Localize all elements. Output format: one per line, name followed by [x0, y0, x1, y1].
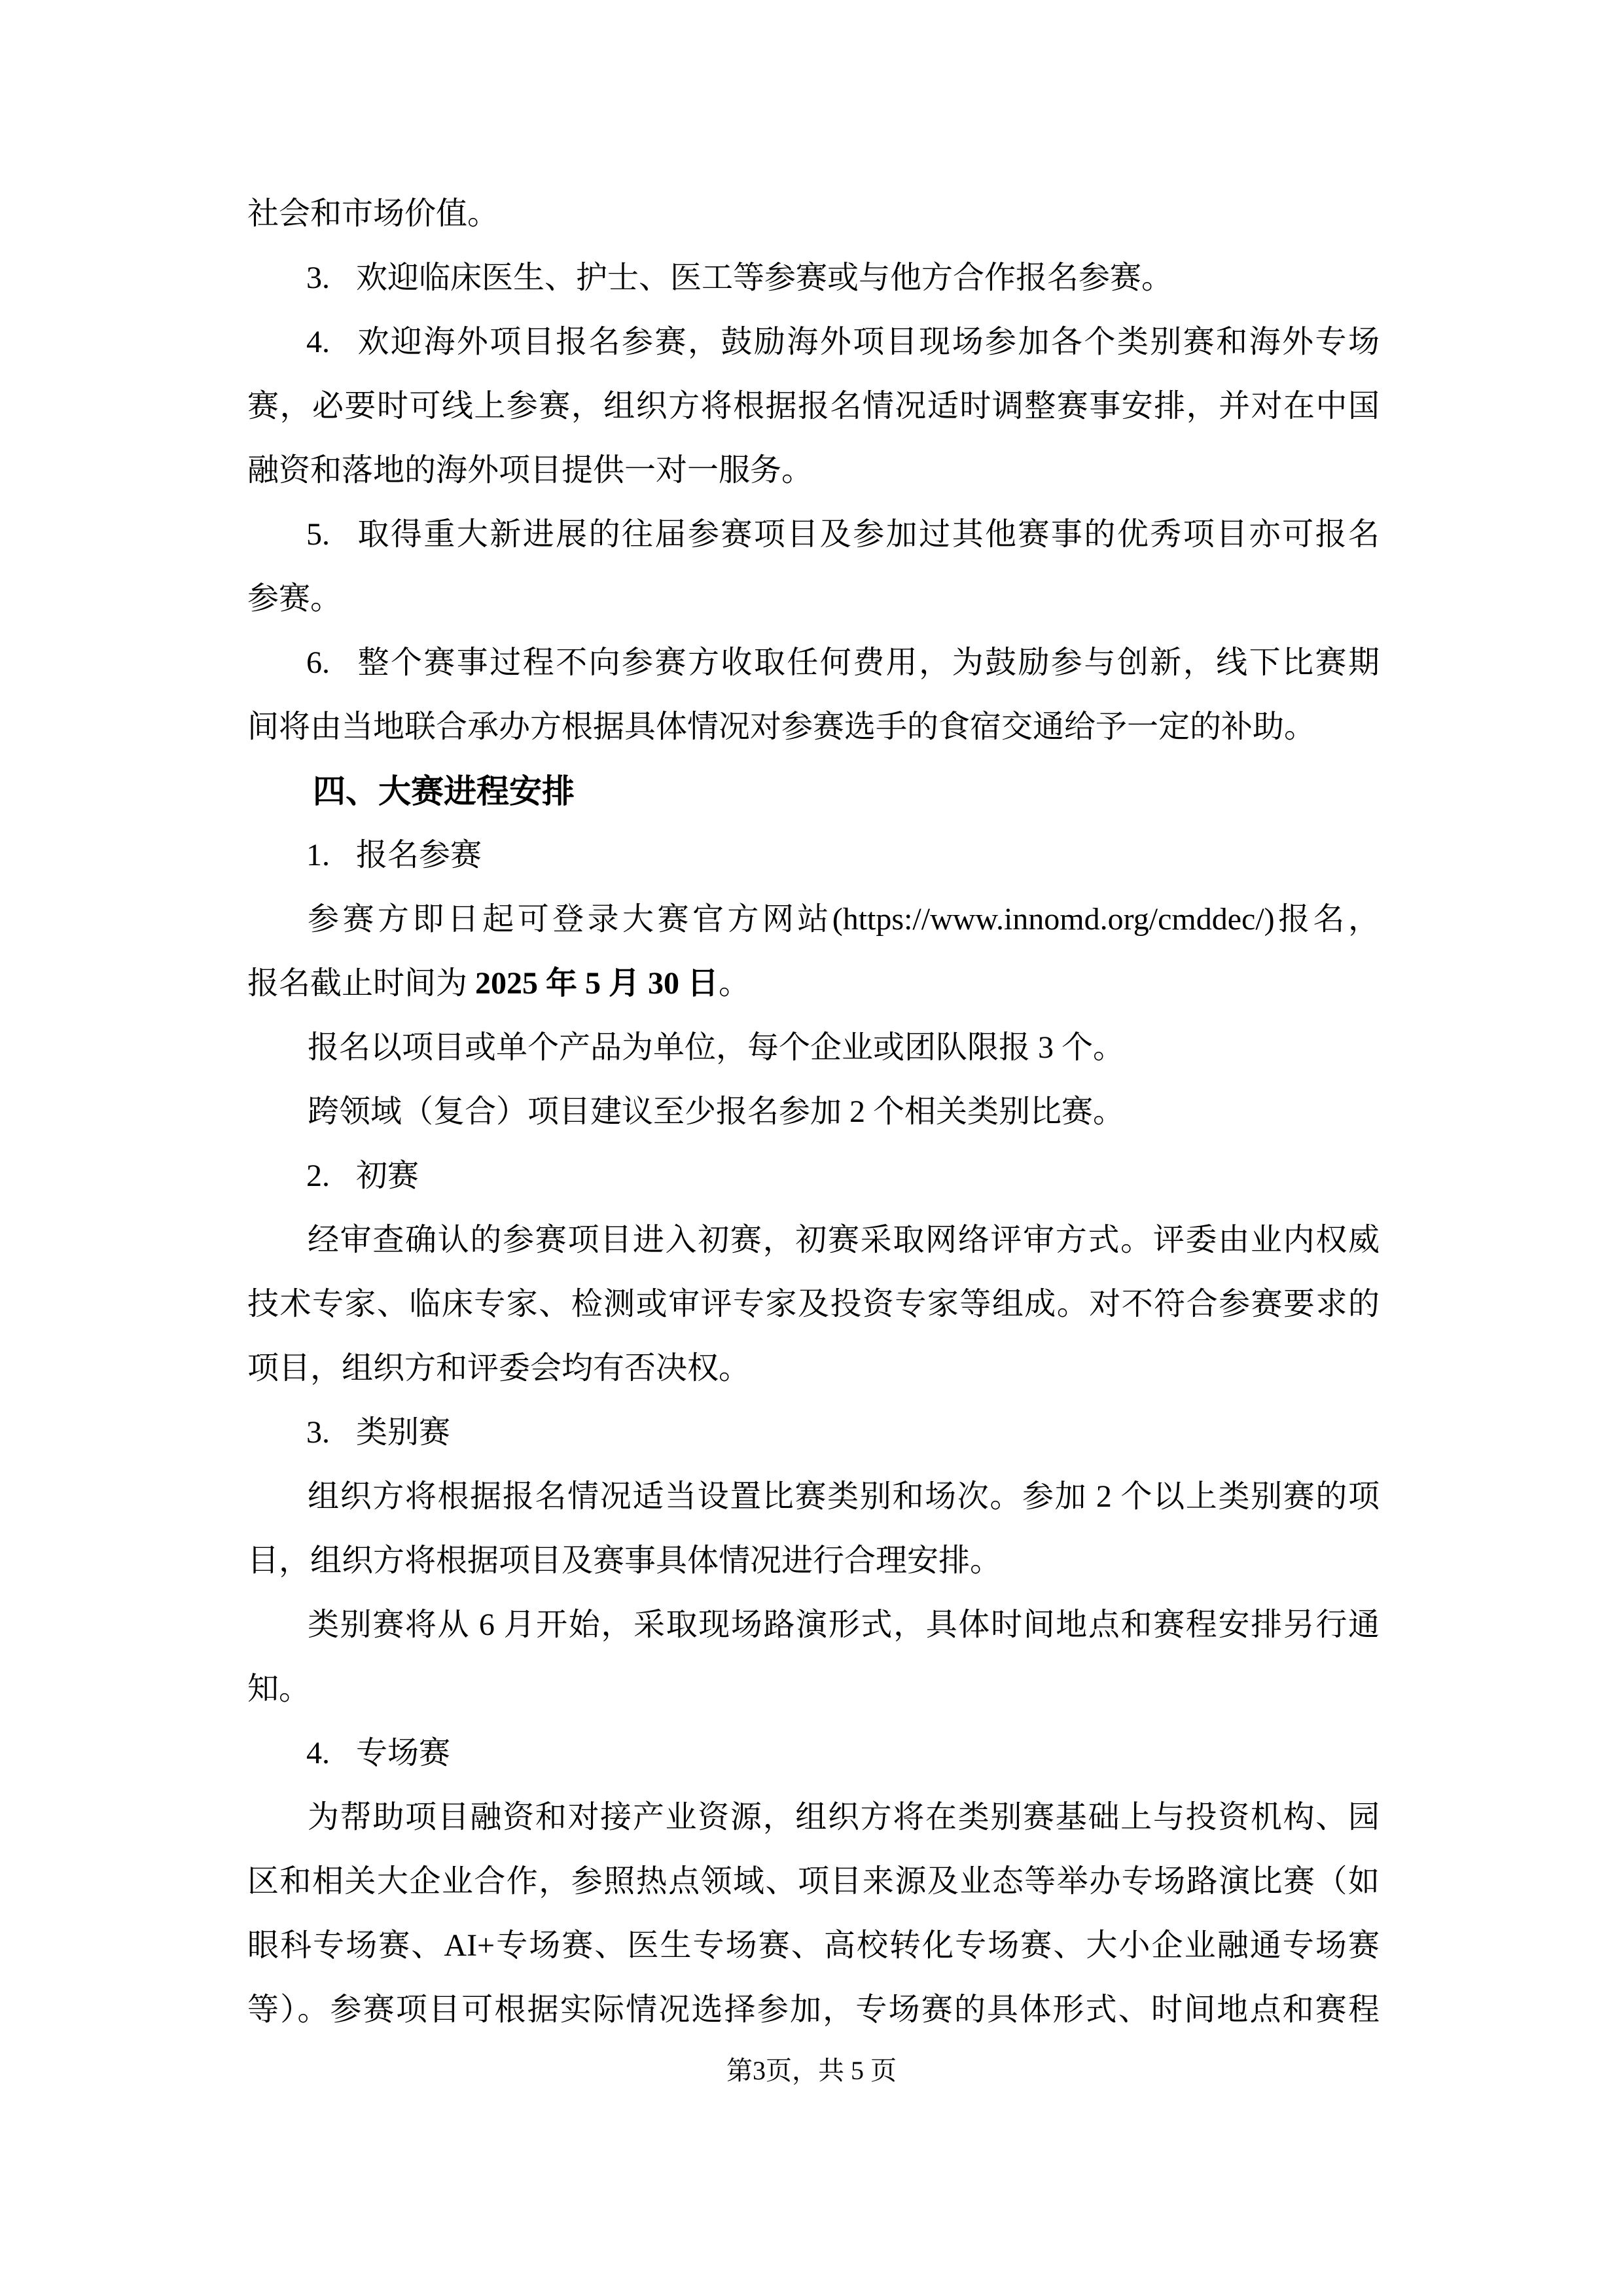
text-line — [247, 374, 1380, 439]
text-segment: 间将由当地联合承办方根据具体情况对参赛选手的食宿交通给予一定的补助。 — [247, 709, 1316, 744]
text-segment: 报名截止时间为 — [247, 966, 476, 1001]
list-item-line — [247, 1401, 1380, 1465]
text-segment: 赛，必要时可线上参赛，组织方将根据报名情况适时调整赛事安排，并对在中国 — [247, 389, 1380, 423]
paragraph-first-line — [247, 1208, 1380, 1272]
text-segment: 组织方将根据报名情况适当设置比赛类别和场次。参加 2 个以上类别赛的项 — [308, 1479, 1380, 1514]
list-number: 4. — [306, 1736, 330, 1770]
text-line — [247, 1272, 1380, 1336]
text-segment: 眼科专场赛、AI+专场赛、医生专场赛、高校转化专场赛、大小企业融通专场赛 — [247, 1928, 1380, 1963]
text-segment: 知。 — [247, 1672, 311, 1706]
text-segment: 。 — [719, 966, 751, 1001]
list-number: 6. — [306, 645, 330, 680]
text-segment: 为帮助项目融资和对接产业资源，组织方将在类别赛基础上与投资机构、园 — [308, 1800, 1380, 1835]
list-number: 3. — [306, 1415, 330, 1450]
text-line — [247, 1529, 1380, 1593]
text-line — [247, 1850, 1380, 1914]
list-item-line — [247, 1144, 1380, 1208]
list-item-line — [247, 503, 1380, 567]
paragraph-first-line — [247, 1785, 1380, 1850]
text-segment: 整个赛事过程不向参赛方收取任何费用，为鼓励参与创新，线下比赛期 — [356, 645, 1380, 680]
text-segment: 融资和落地的海外项目提供一对一服务。 — [247, 453, 813, 488]
text-segment: 初赛 — [356, 1158, 419, 1193]
text-segment: 等）。参赛项目可根据实际情况选择参加，专场赛的具体形式、时间地点和赛程 — [247, 1992, 1380, 2027]
bold-text-segment: 2025 年 5 月 30 日 — [475, 966, 719, 1001]
list-number: 5. — [306, 517, 330, 552]
page-number-text: 第3页，共 5 页 — [726, 2056, 897, 2085]
text-segment: 四、大赛进程安排 — [313, 772, 575, 810]
paragraph-first-line — [247, 1465, 1380, 1529]
text-segment: 参赛。 — [247, 581, 342, 616]
text-segment: 项目，组织方和评委会均有否决权。 — [247, 1351, 751, 1386]
paragraph-first-line — [247, 1080, 1380, 1144]
list-item-line — [247, 823, 1380, 888]
text-segment: 跨领域（复合）项目建议至少报名参加 2 个相关类别比赛。 — [308, 1094, 1125, 1129]
paragraph-first-line — [247, 888, 1380, 952]
list-item-line — [247, 310, 1380, 374]
text-segment: 技术专家、临床专家、检测或审评专家及投资专家等组成。对不符合参赛要求的 — [247, 1287, 1380, 1321]
list-item-line — [247, 631, 1380, 695]
text-segment: 类别赛将从 6 月开始，采取现场路演形式，具体时间地点和赛程安排另行通 — [308, 1607, 1380, 1642]
text-line — [247, 439, 1380, 503]
text-segment: 报名参赛 — [356, 838, 482, 872]
text-segment: 专场赛 — [356, 1736, 451, 1770]
text-segment: 区和相关大企业合作，参照热点领域、项目来源及业态等举办专场路演比赛（如 — [247, 1864, 1380, 1899]
list-item-line — [247, 246, 1380, 310]
list-item-line — [247, 1721, 1380, 1785]
list-number: 3. — [306, 260, 330, 295]
text-segment: 欢迎临床医生、护士、医工等参赛或与他方合作报名参赛。 — [356, 260, 1173, 295]
list-number: 4. — [306, 325, 330, 359]
text-line — [247, 1336, 1380, 1401]
text-line — [247, 567, 1380, 631]
paragraph-first-line — [247, 1016, 1380, 1080]
document-body — [247, 182, 1380, 2042]
text-line — [247, 1657, 1380, 1721]
text-segment: 参赛方即日起可登录大赛官方网站(https://www.innomd.org/cmddec/)报名， — [308, 902, 1380, 937]
page-footer — [0, 2054, 1623, 2088]
text-line — [247, 695, 1380, 759]
list-number: 2. — [306, 1158, 330, 1193]
text-segment: 类别赛 — [356, 1415, 451, 1450]
text-line — [247, 182, 1380, 246]
text-segment: 社会和市场价值。 — [247, 196, 499, 231]
text-segment: 目，组织方将根据项目及赛事具体情况进行合理安排。 — [247, 1543, 1002, 1578]
text-line — [247, 1978, 1380, 2042]
section-heading — [247, 759, 1380, 823]
text-segment: 取得重大新进展的往届参赛项目及参加过其他赛事的优秀项目亦可报名 — [356, 517, 1380, 552]
text-line — [247, 1914, 1380, 1978]
text-segment: 报名以项目或单个产品为单位，每个企业或团队限报 3 个。 — [308, 1030, 1125, 1065]
list-number: 1. — [306, 838, 330, 872]
paragraph-first-line — [247, 1593, 1380, 1657]
text-segment: 经审查确认的参赛项目进入初赛，初赛采取网络评审方式。评委由业内权威 — [308, 1223, 1380, 1257]
text-line — [247, 952, 1380, 1016]
text-segment: 欢迎海外项目报名参赛，鼓励海外项目现场参加各个类别赛和海外专场 — [356, 325, 1380, 359]
